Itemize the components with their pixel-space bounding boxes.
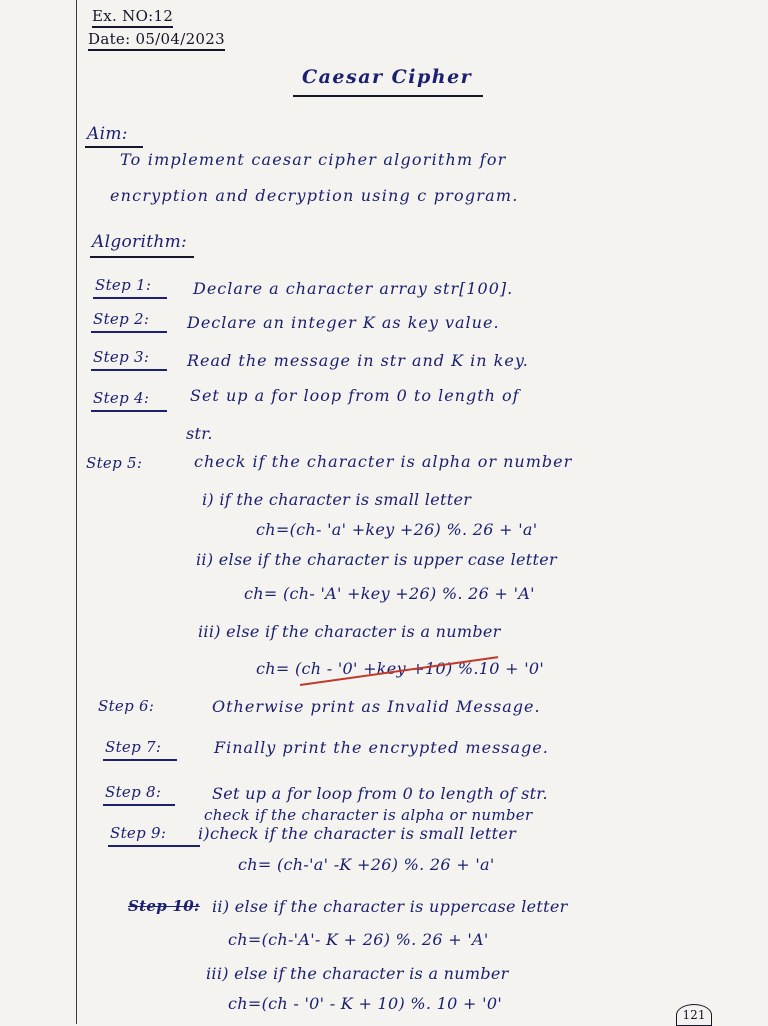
exercise-number: Ex. NO:12 — [92, 7, 173, 28]
step-5-formula-2: ch= (ch- 'A' +key +26) %. 26 + 'A' — [244, 584, 535, 603]
step-5-label: Step 5: — [86, 454, 143, 472]
title-underline — [293, 95, 483, 97]
step-1-label: Step 1: — [95, 276, 152, 294]
step-10-label: Step 10: — [128, 897, 200, 915]
step-9-text: i)check if the character is small letter — [198, 824, 517, 843]
step-7-label: Step 7: — [105, 738, 162, 756]
step-2-text: Declare an integer K as key value. — [187, 313, 500, 332]
aim-heading: Aim: — [87, 124, 128, 144]
step-10-formula-2: ch=(ch - '0' - K + 10) %. 10 + '0' — [228, 994, 503, 1013]
step-5-formula-3: ch= (ch - '0' +key +10) %.10 + '0' — [256, 659, 545, 678]
step-1-underline — [93, 297, 167, 299]
step-6-label: Step 6: — [98, 697, 155, 715]
aim-underline — [85, 146, 143, 148]
page-number: 121 — [676, 1004, 712, 1026]
page-title: Caesar Cipher — [302, 66, 473, 88]
step-3-underline — [91, 369, 167, 371]
date: Date: 05/04/2023 — [88, 30, 225, 51]
step-9-formula: ch= (ch-'a' -K +26) %. 26 + 'a' — [238, 855, 495, 874]
step-5-text: check if the character is alpha or number — [194, 452, 573, 471]
step-3-label: Step 3: — [93, 348, 150, 366]
step-6-text: Otherwise print as Invalid Message. — [212, 697, 541, 716]
step-4-continuation: str. — [186, 424, 213, 443]
step-5-formula-1: ch=(ch- 'a' +key +26) %. 26 + 'a' — [256, 520, 538, 539]
aim-line-1: To implement caesar cipher algorithm for — [120, 150, 507, 169]
step-4-underline — [91, 410, 167, 412]
step-9-underline — [108, 845, 200, 847]
step-9-label: Step 9: — [110, 824, 167, 842]
step-8-label: Step 8: — [105, 783, 162, 801]
step-7-text: Finally print the encrypted message. — [214, 738, 549, 757]
step-8-text: Set up a for loop from 0 to length of str. — [212, 784, 548, 803]
step-8-underline — [103, 804, 175, 806]
step-5-case-1: i) if the character is small letter — [202, 490, 472, 509]
step-4-text: Set up a for loop from 0 to length of — [190, 386, 520, 405]
step-2-underline — [91, 331, 167, 333]
aim-line-2: encryption and decryption using c program. — [110, 186, 519, 205]
step-4-label: Step 4: — [93, 389, 150, 407]
step-5-case-2: ii) else if the character is upper case letter — [196, 550, 557, 569]
step-2-label: Step 2: — [93, 310, 150, 328]
step-5-case-3: iii) else if the character is a number — [198, 622, 501, 641]
algorithm-underline — [90, 256, 194, 258]
step-3-text: Read the message in str and K in key. — [187, 351, 529, 370]
step-10-case-2: iii) else if the character is a number — [206, 964, 509, 983]
step-7-underline — [103, 759, 177, 761]
step-1-text: Declare a character array str[100]. — [193, 279, 514, 298]
margin-line — [76, 0, 77, 1024]
step-10-formula-1: ch=(ch-'A'- K + 26) %. 26 + 'A' — [228, 930, 489, 949]
step-10-text: ii) else if the character is uppercase letter — [212, 897, 568, 916]
algorithm-heading: Algorithm: — [92, 232, 188, 252]
step-8-continuation: check if the character is alpha or number — [204, 806, 533, 824]
